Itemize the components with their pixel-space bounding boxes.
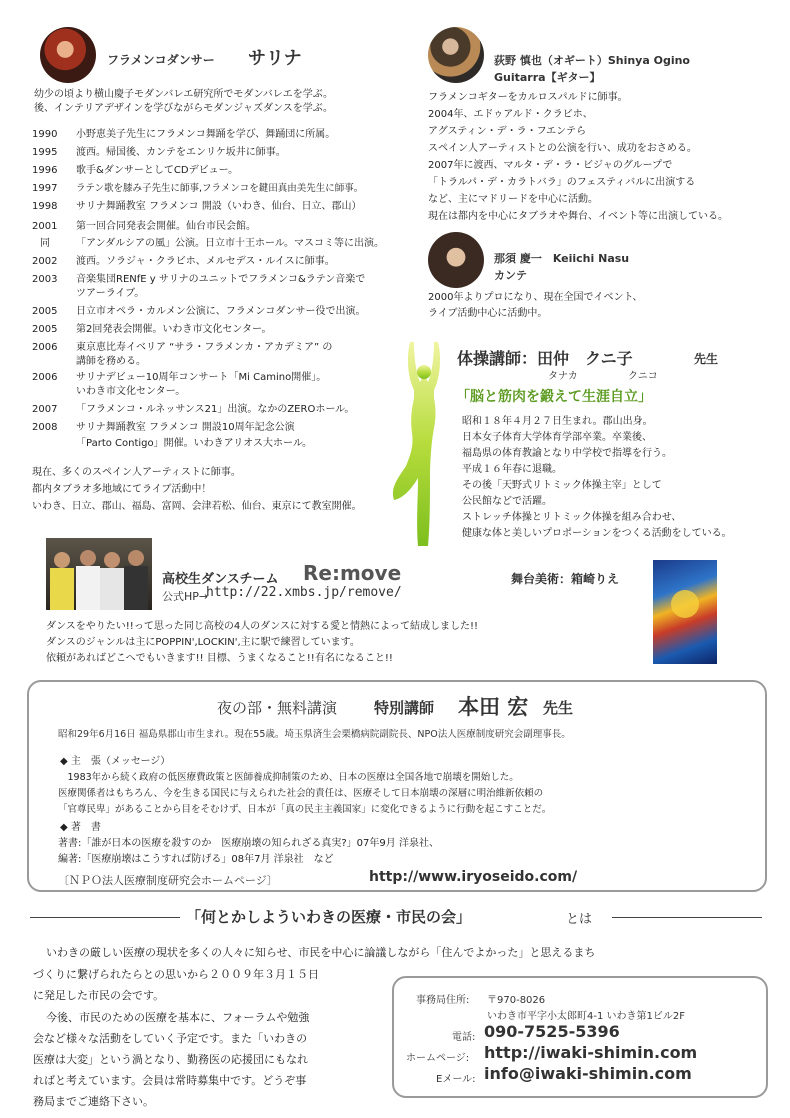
nasu-name: 那須 慶一 Keiichi Nasu [494,252,630,265]
sarina-closing-3: いわき、日立、郡山、福島、富岡、会津若松、仙台、東京にて教室開催。 [32,501,362,512]
society-para1-line2: づくりに繋げられたらとの思いから２００９年３月１５日 [33,968,319,981]
taiso-bio-line: ストレッチ体操とリトミック体操を組み合わせ、 [462,512,682,523]
timeline-year: 1996 [32,165,58,176]
timeline-text: ラテン歌を膝み子先生に師事,フラメンコを鍵田真由美先生に師事。 [76,183,364,194]
timeline-year: 1990 [32,129,58,140]
timeline-year: 2001 [32,221,58,232]
ogino-role: Guitarra【ギター】 [494,71,601,84]
society-para1-line1: いわきの厳しい医療の現状を多くの人々に知らせ、市民を中心に論議しながら「住んでよかった」と思えるまち [46,946,596,959]
lecture-teacher-name: 本田 宏 [458,695,529,719]
yoga-figure-illustration [384,338,462,550]
sarina-role: フラメンコダンサー [107,53,215,67]
lecture-books-heading: ◆ 著 書 [60,822,101,833]
taiso-bio-line: 昭和１８年４月２７日生まれ。郡山出身。 [462,416,653,427]
contact-hp-label: ホームページ: [406,1053,470,1064]
remove-hp-label: 公式HP→ [162,590,209,603]
stage-art-painting [653,560,717,664]
remove-team-label: 高校生ダンスチーム [162,572,279,587]
taiso-bio-line: 平成１６年春に退職。 [462,464,562,475]
lecture-teacher-suffix: 先生 [543,699,574,717]
timeline-year: 2006 [32,372,58,383]
ogino-bio-line: フラメンコギターをカルロスパルドに師事。 [428,92,628,103]
timeline-text: 講師を務める。 [76,356,146,367]
taiso-title: 体操講師：田仲 クニ子 [457,349,633,368]
timeline-year: 1995 [32,147,58,158]
timeline-year: 2007 [32,404,58,415]
society-rule-right [612,917,762,918]
remove-desc-1: ダンスをやりたい!!って思った同じ高校の4人のダンスに対する愛と情熱によって結成しました!! [46,621,478,632]
remove-team-photo [46,538,152,610]
ogino-bio-line: アグスティン・デ・ラ・フエンテら [428,126,587,137]
society-rule-left [30,917,180,918]
contact-email-link[interactable]: info@iwaki-shimin.com [484,1064,692,1083]
ogino-bio-line: 2004年、エドゥアルド・クラビホ、 [428,109,593,120]
timeline-text: サリナデビュー10周年コンサート「Mi Camino開催」。 [76,372,327,383]
taiso-ruby-left: タナカ [548,371,578,382]
ogino-bio-line: スペイン人アーティストとの公演を行い、成功をおさめる。 [428,143,697,154]
lecture-book-1: 著書:「誰が日本の医療を殺すのか 医療崩壊の知られざる真実?」07年9月 洋泉社、 [58,838,439,849]
remove-hp-link[interactable]: http://22.xmbs.jp/remove/ [206,585,402,600]
contact-office-label: 事務局住所: [416,995,470,1006]
timeline-year: 2002 [32,256,58,267]
contact-hp-link[interactable]: http://iwaki-shimin.com [484,1043,698,1062]
timeline-year: 2005 [32,306,58,317]
society-para2-line5: 務局までご連絡下さい。 [33,1095,154,1108]
timeline-text: 第一回合同発表会開催。仙台市民会館。 [76,221,256,232]
remove-team-name: Re:move [303,561,402,585]
contact-email-label: Eメール: [436,1074,476,1085]
timeline-text: ツアーライブ。 [76,288,145,299]
timeline-text: 渡西。帰国後、カンテをエンリケ坂井に師事。 [76,147,286,158]
timeline-year: 1998 [32,201,58,212]
remove-desc-2: ダンスのジャンルは主にPOPPIN',LOCKIN',主に駅で練習しています。 [46,637,360,648]
society-para2-line4: ればと考えています。会員は常時募集中です。どうぞ事 [33,1074,307,1087]
timeline-text: 「フラメンコ・ルネッサンス21」出演。なかのZEROホール。 [76,404,355,415]
nasu-role: カンテ [494,269,527,282]
taiso-bio-line: その後「天野式リトミック体操主宰」として [462,480,662,491]
lecture-hp-label: 〔ＮＰＯ法人医療制度研究会ホームページ〕 [58,874,278,887]
taiso-bio-line: 公民館などで活躍。 [462,496,552,507]
sarina-intro-1: 幼少の頃より横山慶子モダンバレエ研究所でモダンバレエを学ぶ。 [34,89,333,100]
timeline-year: 同 [40,238,50,249]
timeline-text: 東京恵比寿イベリア “サラ・フラメンカ・アカデミア” の [76,342,333,353]
timeline-text: 渡西。ソラジャ・クラビホ、メルセデス・ルイスに師事。 [76,256,335,267]
society-para2-line2: 会など様々な活動をしていく予定です。また「いわきの [33,1032,308,1045]
timeline-year: 2008 [32,422,58,433]
timeline-text: 音楽集団RENfE y サリナのユニットでフラメンコ&ラテン音楽で [76,274,366,285]
sarina-closing-1: 現在、多くのスペイン人アーティストに師事。 [32,467,241,478]
ogino-bio-line: 2007年に渡西、マルタ・デ・ラ・ビジャのグループで [428,160,673,171]
timeline-text: 小野恵美子先生にフラメンコ舞踊を学び、舞踊団に所属。 [76,129,336,140]
timeline-year: 1997 [32,183,58,194]
timeline-text: 第2回発表会開催。いわき市文化センター。 [76,324,272,335]
timeline-text: 「アンダルシアの風」公演。日立市十王ホール。マスコミ等に出演。 [76,238,384,249]
timeline-text: いわき市文化センター。 [76,386,186,397]
lecture-claim-1: 1983年から続く政府の低医療費政策と医師養成抑制策のため、日本の医療は全国各地で崩壊を開始した。 [58,772,519,783]
society-para2-line1: 今後、市民のための医療を基本に、フォーラムや勉強 [46,1011,310,1024]
lecture-session: 夜の部・無料講演 [217,699,338,717]
sarina-intro-2: 後、インテリアデザインを学びながらモダンジャズダンスを学ぶ。 [34,103,333,114]
remove-desc-3: 依頼があればどこへでもいきます!! 目標、うまくなること!!有名になること!! [46,653,393,664]
lecture-book-2: 編著:「医療崩壊はこうすれば防げる」08年7月 洋泉社 など [58,854,334,865]
taiso-bio-line: 福島県の体育教諭となり中学校で指導を行う。 [462,448,672,459]
timeline-year: 2005 [32,324,58,335]
timeline-text: 「Parto Contigo」開催。いわきアリオス大ホール。 [76,438,313,449]
ogino-photo [428,27,484,83]
timeline-text: 歌手&ダンサーとしてCDデビュー。 [76,165,239,176]
taiso-motto: 「脳と筋肉を鍛えて生涯自立」 [456,389,652,405]
nasu-bio-1: 2000年よりプロになり、現在全国でイベント、 [428,292,643,303]
contact-phone: 090-7525-5396 [484,1022,620,1041]
sarina-name: サリナ [248,48,302,69]
ogino-name: 荻野 慎也（オギート）Shinya Ogino [494,54,690,67]
society-title: 「何とかしよういわきの医療・市民の会」 [186,908,472,926]
timeline-year: 2003 [32,274,58,285]
lecture-claim-2: 医療関係者はもちろん、今を生きる国民に与えられた社会的責任は、医療そして日本崩壊の深層に明治維新依頼の [58,788,544,799]
contact-address: いわき市平字小太郎町4-1 いわき第1ビル2F [487,1011,685,1022]
contact-phone-label: 電話: [452,1032,476,1043]
lecture-hp-link[interactable]: http://www.iryoseido.com/ [369,869,578,885]
taiso-title-suffix: 先生 [694,352,719,366]
nasu-bio-2: ライブ活動中心に活動中。 [428,308,548,319]
ogino-bio-line: 現在は都内を中心にタブラオや舞台、イベント等に出演している。 [428,211,728,222]
society-para2-line3: 医療は大変」という渦となり、勤務医の応援団にもなれ [33,1053,308,1066]
sarina-closing-2: 都内タブラオ多地域にてライブ活動中！ [32,484,212,495]
society-title-suffix: とは [566,912,593,927]
stage-art-label: 舞台美術：箱崎りえ [511,572,620,586]
timeline-text: サリナ舞踊教室 フラメンコ 開設10周年記念公演 [76,422,295,433]
ogino-bio-line: など、主にマドリードを中心に活動。 [428,194,598,205]
nasu-photo [428,232,484,288]
timeline-year: 2006 [32,342,58,353]
lecture-claim-heading: ◆ 主 張（メッセージ） [60,756,171,767]
sarina-photo [40,27,96,83]
taiso-bio-line: 健康な体と美しいプロポーションをつくる活動をしている。 [462,528,732,539]
timeline-text: 日立市オペラ・カルメン公演に、フラメンコダンサー役で出演。 [76,306,366,317]
society-para1-line3: に発足した市民の会です。 [33,989,165,1002]
ogino-bio-line: 「トラルパ・デ・カラトバラ」のフェスティバルに出演する [428,177,696,188]
lecture-claim-3: 「官尊民卑」があることから目をそむけず、日本が「真の民主主義国家」に変化できるように行動を起こすことだ。 [58,804,552,815]
contact-postal: 〒970-8026 [487,995,546,1006]
timeline-text: サリナ舞踊教室 フラメンコ 開設（いわき、仙台、日立、郡山） [76,201,362,212]
taiso-bio-line: 日本女子体育大学体育学部卒業。卒業後、 [462,432,652,443]
taiso-ruby-right: クニコ [628,371,658,382]
lecture-teacher-label: 特別講師 [374,699,435,717]
lecture-profile: 昭和29年6月16日 福島県郡山市生まれ。現在55歳。埼玉県済生会栗橋病院副院長、NPO法人医療制度研究会副理事長。 [58,729,571,740]
